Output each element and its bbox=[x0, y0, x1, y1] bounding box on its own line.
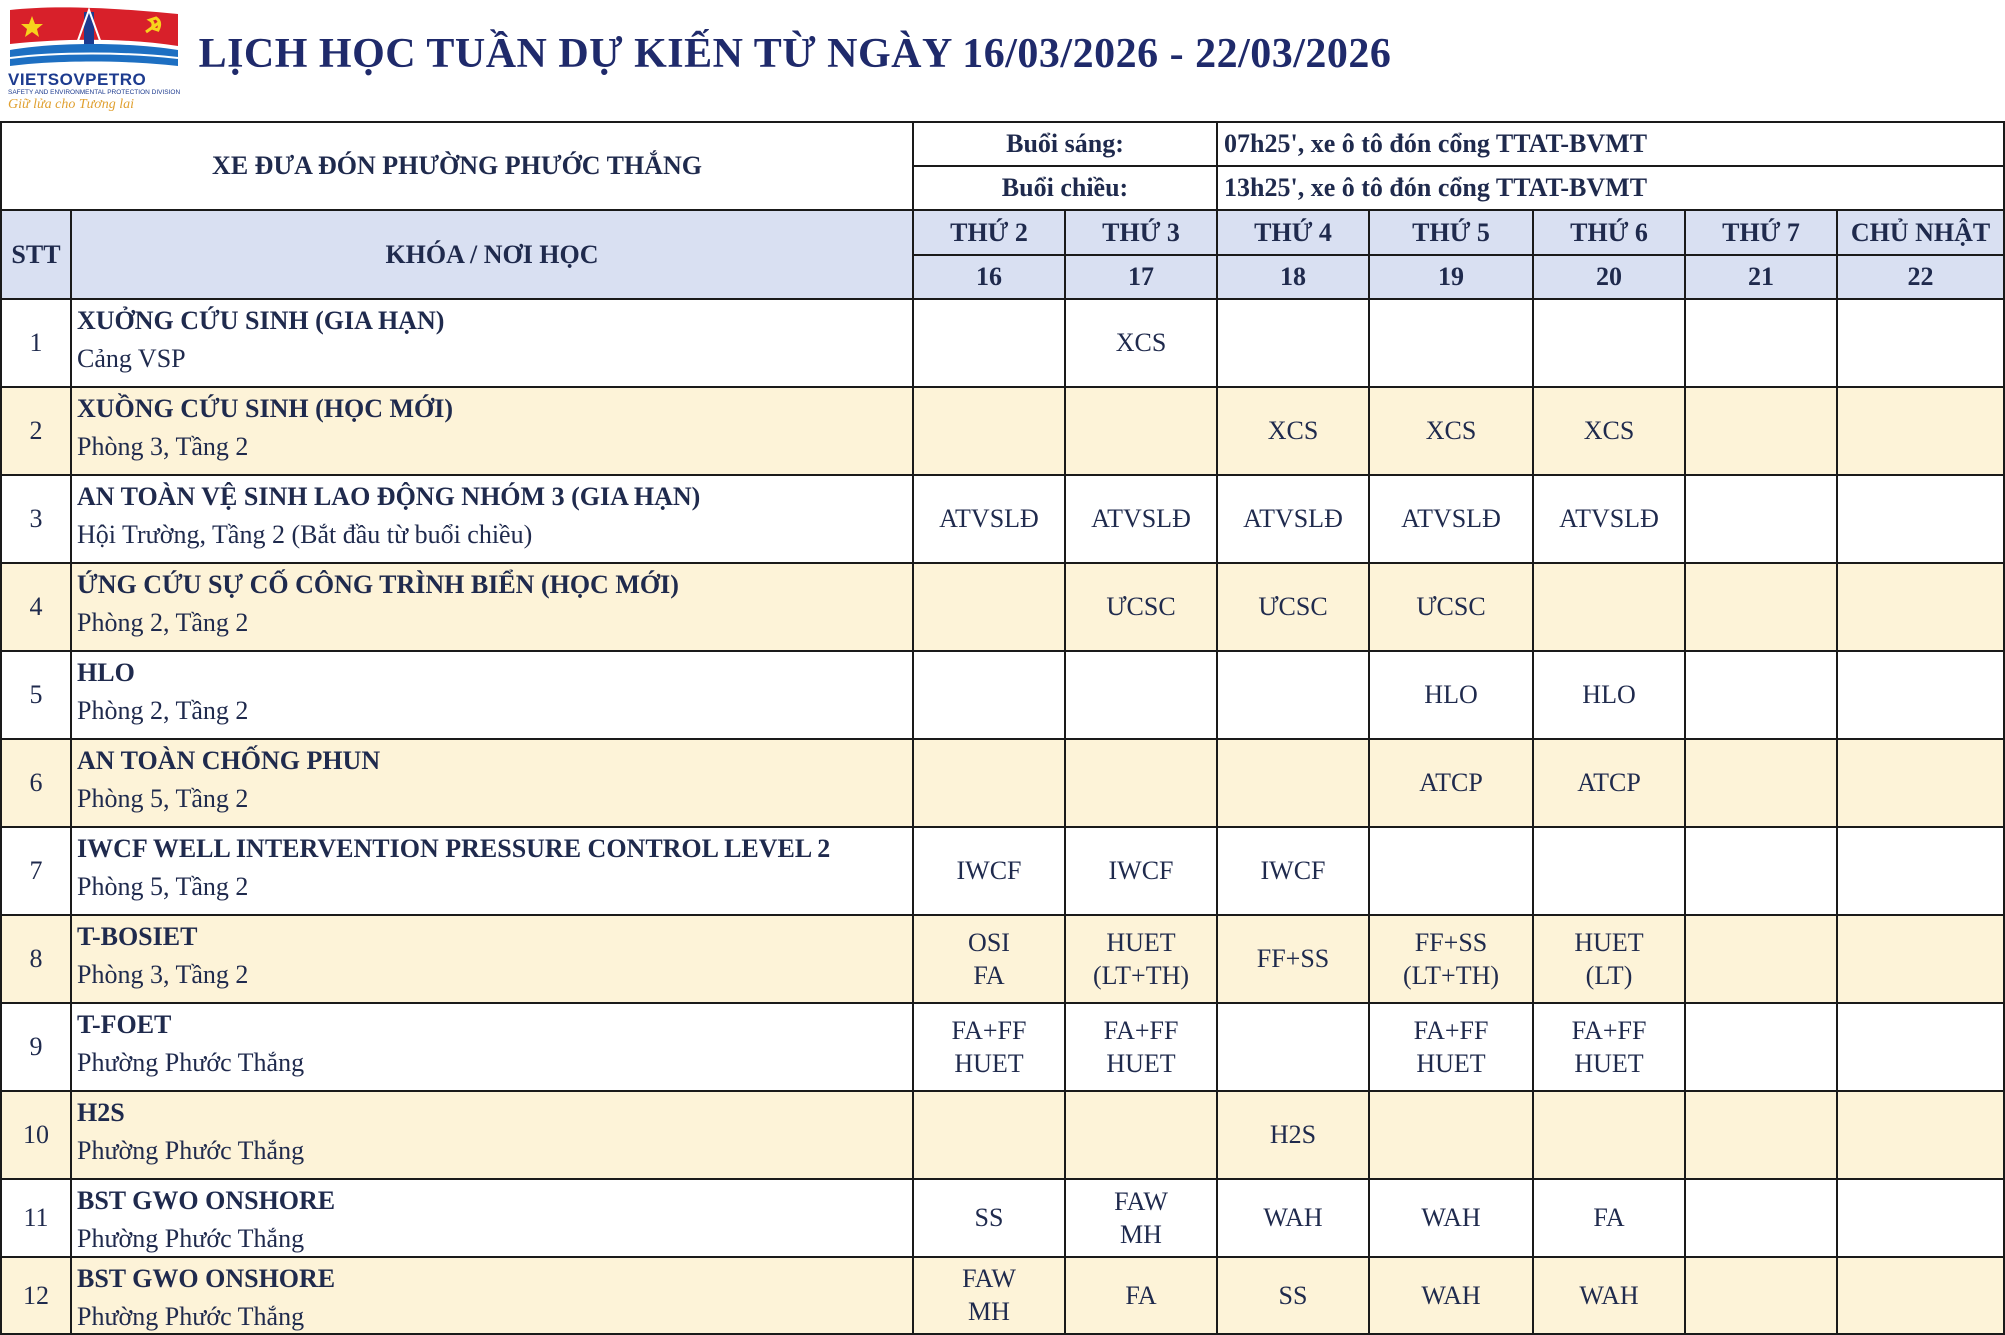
schedule-cell bbox=[1065, 475, 1217, 563]
course-cell bbox=[71, 475, 913, 563]
schedule-cell bbox=[1217, 387, 1369, 475]
schedule-cell bbox=[913, 827, 1065, 915]
table-row bbox=[1, 563, 2004, 651]
schedule-code: FA+FF bbox=[951, 1015, 1027, 1045]
schedule-cell bbox=[1065, 299, 1217, 387]
course-name: AN TOÀN CHỐNG PHUN bbox=[77, 746, 381, 775]
course-name: BST GWO ONSHORE bbox=[77, 1263, 336, 1293]
schedule-code: FA+FF bbox=[1571, 1015, 1647, 1045]
course-name: AN TOÀN VỆ SINH LAO ĐỘNG NHÓM 3 (GIA HẠN) bbox=[77, 482, 701, 511]
day-date-header: 20 bbox=[1533, 255, 1685, 299]
schedule-cell bbox=[1837, 475, 2004, 563]
day-name-header: THỨ 6 bbox=[1533, 210, 1685, 255]
schedule-cell bbox=[1837, 915, 2004, 1003]
schedule-code: MH bbox=[1120, 1219, 1162, 1249]
row-stt: 6 bbox=[1, 739, 71, 827]
schedule-cell bbox=[1837, 1091, 2004, 1179]
schedule-code: ATVSLĐ bbox=[1401, 504, 1501, 534]
schedule-cell bbox=[1533, 475, 1685, 563]
course-location: Phòng 3, Tầng 2 bbox=[77, 432, 249, 462]
course-location: Phường Phước Thắng bbox=[77, 1136, 305, 1166]
schedule-cell bbox=[1065, 1003, 1217, 1091]
schedule-code: WAH bbox=[1579, 1280, 1639, 1310]
schedule-cell bbox=[913, 563, 1065, 651]
schedule-code: ATVSLĐ bbox=[939, 504, 1039, 534]
schedule-code: SS bbox=[974, 1203, 1004, 1233]
schedule-cell bbox=[1533, 827, 1685, 915]
schedule-cell bbox=[1217, 299, 1369, 387]
table-row bbox=[1, 1179, 2004, 1257]
schedule-cell bbox=[1685, 387, 1837, 475]
course-location: Phường Phước Thắng bbox=[77, 1301, 305, 1331]
schedule-cell bbox=[1065, 1091, 1217, 1179]
table-row bbox=[1, 1091, 2004, 1179]
schedule-cell bbox=[1533, 1179, 1685, 1257]
schedule-cell bbox=[1217, 563, 1369, 651]
schedule-cell bbox=[1369, 827, 1533, 915]
schedule-cell bbox=[1369, 1091, 1533, 1179]
schedule-cell bbox=[1369, 1003, 1533, 1091]
row-stt: 2 bbox=[1, 387, 71, 475]
schedule-cell bbox=[1369, 915, 1533, 1003]
schedule-cell bbox=[1533, 651, 1685, 739]
schedule-cell bbox=[1217, 651, 1369, 739]
schedule-code: FA bbox=[1593, 1203, 1625, 1233]
schedule-cell bbox=[1065, 651, 1217, 739]
schedule-cell bbox=[1369, 1179, 1533, 1257]
row-stt: 3 bbox=[1, 475, 71, 563]
schedule-cell bbox=[1065, 563, 1217, 651]
schedule-cell bbox=[1837, 1003, 2004, 1091]
course-name: ỨNG CỨU SỰ CỐ CÔNG TRÌNH BIỂN (HỌC MỚI) bbox=[77, 570, 679, 599]
bus-label: XE ĐƯA ĐÓN PHƯỜNG PHƯỚC THẮNG bbox=[1, 122, 913, 210]
schedule-cell bbox=[913, 299, 1065, 387]
stt-header: STT bbox=[1, 210, 71, 299]
row-stt: 5 bbox=[1, 651, 71, 739]
table-row bbox=[1, 827, 2004, 915]
day-name-header: THỨ 5 bbox=[1369, 210, 1533, 255]
schedule-code: FA+FF bbox=[1413, 1015, 1489, 1045]
schedule-cell bbox=[1685, 651, 1837, 739]
day-name-header: THỨ 4 bbox=[1217, 210, 1369, 255]
schedule-code: FAW bbox=[1114, 1186, 1168, 1216]
schedule-cell bbox=[913, 915, 1065, 1003]
schedule-cell bbox=[1685, 1257, 1837, 1335]
day-name-header: THỨ 3 bbox=[1065, 210, 1217, 255]
row-stt: 11 bbox=[1, 1179, 71, 1257]
course-cell bbox=[71, 651, 913, 739]
schedule-cell bbox=[1837, 827, 2004, 915]
schedule-cell bbox=[1217, 739, 1369, 827]
schedule-cell bbox=[913, 1257, 1065, 1335]
schedule-cell bbox=[1685, 1091, 1837, 1179]
row-stt: 1 bbox=[1, 299, 71, 387]
schedule-cell bbox=[1217, 827, 1369, 915]
schedule-cell bbox=[913, 739, 1065, 827]
course-name: T-FOET bbox=[77, 1010, 172, 1039]
schedule-code: ƯCSC bbox=[1106, 592, 1176, 622]
course-name: HLO bbox=[77, 658, 135, 687]
bus-afternoon-key: Buổi chiều: bbox=[913, 166, 1217, 210]
course-location: Phòng 5, Tầng 2 bbox=[77, 872, 249, 902]
schedule-cell bbox=[1533, 1003, 1685, 1091]
course-location: Phường Phước Thắng bbox=[77, 1224, 305, 1254]
schedule-code: FF+SS bbox=[1256, 944, 1330, 974]
day-date-header: 18 bbox=[1217, 255, 1369, 299]
table-row bbox=[1, 387, 2004, 475]
row-stt: 9 bbox=[1, 1003, 71, 1091]
schedule-cell bbox=[1065, 827, 1217, 915]
table-row bbox=[1, 739, 2004, 827]
schedule-cell bbox=[1217, 915, 1369, 1003]
schedule-cell bbox=[1685, 915, 1837, 1003]
schedule-cell bbox=[1837, 1257, 2004, 1335]
course-cell bbox=[71, 387, 913, 475]
schedule-cell bbox=[1217, 1003, 1369, 1091]
schedule-cell bbox=[913, 651, 1065, 739]
schedule-cell bbox=[1533, 1091, 1685, 1179]
schedule-code: WAH bbox=[1263, 1203, 1323, 1233]
schedule-cell bbox=[1369, 739, 1533, 827]
schedule-cell bbox=[1217, 475, 1369, 563]
schedule-cell bbox=[1685, 739, 1837, 827]
schedule-cell bbox=[1837, 299, 2004, 387]
schedule-code: HLO bbox=[1424, 680, 1478, 710]
row-stt: 8 bbox=[1, 915, 71, 1003]
schedule-cell bbox=[1685, 299, 1837, 387]
schedule-cell bbox=[1837, 387, 2004, 475]
day-name-header: THỨ 7 bbox=[1685, 210, 1837, 255]
bus-morning-value: 07h25', xe ô tô đón cổng TTAT-BVMT bbox=[1217, 122, 2004, 166]
schedule-cell bbox=[1065, 387, 1217, 475]
schedule-cell bbox=[1685, 563, 1837, 651]
schedule-cell bbox=[1065, 1257, 1217, 1335]
logo-slogan-text: Giữ lửa cho Tương lai bbox=[8, 97, 135, 112]
schedule-code: (LT+TH) bbox=[1403, 961, 1500, 990]
bus-row-morning bbox=[1, 122, 2004, 166]
schedule-code: OSI bbox=[968, 927, 1010, 957]
table-row bbox=[1, 651, 2004, 739]
schedule-cell bbox=[1837, 739, 2004, 827]
schedule-code: WAH bbox=[1421, 1203, 1481, 1233]
course-name: H2S bbox=[77, 1098, 125, 1127]
schedule-table bbox=[0, 121, 2005, 1335]
schedule-code: ATCP bbox=[1577, 768, 1641, 798]
schedule-cell bbox=[913, 1091, 1065, 1179]
course-cell bbox=[71, 1003, 913, 1091]
row-stt: 12 bbox=[1, 1257, 71, 1335]
schedule-cell bbox=[1369, 651, 1533, 739]
schedule-cell bbox=[1685, 1179, 1837, 1257]
schedule-code: ƯCSC bbox=[1416, 592, 1486, 622]
course-location: Hội Trường, Tầng 2 (Bắt đầu từ buổi chiều) bbox=[77, 520, 533, 550]
course-name: BST GWO ONSHORE bbox=[77, 1186, 336, 1215]
day-date-header: 21 bbox=[1685, 255, 1837, 299]
course-name: IWCF WELL INTERVENTION PRESSURE CONTROL LEVEL 2 bbox=[77, 834, 831, 863]
schedule-code: ATCP bbox=[1419, 768, 1483, 798]
schedule-cell bbox=[1065, 1179, 1217, 1257]
schedule-code: XCS bbox=[1115, 328, 1167, 358]
course-name: XUỞNG CỨU SINH (GIA HẠN) bbox=[77, 306, 445, 335]
schedule-cell bbox=[1533, 739, 1685, 827]
schedule-cell bbox=[1837, 1179, 2004, 1257]
schedule-code: HUET bbox=[1106, 1049, 1176, 1078]
schedule-code: MH bbox=[968, 1297, 1010, 1327]
course-location: Phòng 2, Tầng 2 bbox=[77, 608, 249, 638]
day-date-header: 16 bbox=[913, 255, 1065, 299]
schedule-cell bbox=[1217, 1179, 1369, 1257]
row-stt: 7 bbox=[1, 827, 71, 915]
course-name: XUỒNG CỨU SINH (HỌC MỚI) bbox=[77, 394, 454, 423]
schedule-code: IWCF bbox=[956, 856, 1022, 886]
schedule-code: H2S bbox=[1269, 1120, 1317, 1150]
course-name: T-BOSIET bbox=[77, 922, 198, 951]
day-date-header: 22 bbox=[1837, 255, 2004, 299]
course-location: Phòng 2, Tầng 2 bbox=[77, 696, 249, 726]
schedule-cell bbox=[1533, 563, 1685, 651]
header-row-days bbox=[1, 210, 2004, 255]
schedule-cell bbox=[1533, 299, 1685, 387]
schedule-cell bbox=[1369, 1257, 1533, 1335]
schedule-code: FF+SS bbox=[1414, 927, 1488, 957]
schedule-cell bbox=[1065, 739, 1217, 827]
schedule-cell bbox=[1217, 1257, 1369, 1335]
schedule-cell bbox=[913, 1003, 1065, 1091]
day-date-header: 19 bbox=[1369, 255, 1533, 299]
day-date-header: 17 bbox=[1065, 255, 1217, 299]
course-location: Phòng 3, Tầng 2 bbox=[77, 960, 249, 990]
bus-morning-key: Buổi sáng: bbox=[913, 122, 1217, 166]
day-name-header: CHỦ NHẬT bbox=[1837, 210, 2004, 255]
schedule-cell bbox=[913, 387, 1065, 475]
schedule-cell bbox=[1369, 387, 1533, 475]
schedule-code: FA bbox=[973, 961, 1005, 990]
table-row bbox=[1, 1003, 2004, 1091]
schedule-code: WAH bbox=[1421, 1280, 1481, 1310]
course-cell bbox=[71, 1257, 913, 1335]
schedule-code: HUET bbox=[1574, 927, 1644, 957]
course-cell bbox=[71, 739, 913, 827]
schedule-code: HUET bbox=[1574, 1049, 1644, 1078]
schedule-cell bbox=[1533, 915, 1685, 1003]
schedule-code: XCS bbox=[1267, 416, 1319, 446]
schedule-code: HUET bbox=[1416, 1049, 1486, 1078]
table-row bbox=[1, 1257, 2004, 1335]
schedule-cell bbox=[1685, 1003, 1837, 1091]
schedule-code: ATVSLĐ bbox=[1091, 504, 1191, 534]
schedule-code: (LT) bbox=[1585, 961, 1633, 990]
schedule-code: HLO bbox=[1582, 680, 1636, 710]
schedule-code: ƯCSC bbox=[1258, 592, 1328, 622]
schedule-code: XCS bbox=[1425, 416, 1477, 446]
table-row bbox=[1, 299, 2004, 387]
logo-division-text: SAFETY AND ENVIRONMENTAL PROTECTION DIVISION bbox=[8, 89, 181, 96]
schedule-cell bbox=[1837, 651, 2004, 739]
schedule-cell bbox=[1685, 827, 1837, 915]
course-cell bbox=[71, 1091, 913, 1179]
table-row bbox=[1, 915, 2004, 1003]
schedule-cell bbox=[913, 1179, 1065, 1257]
row-stt: 10 bbox=[1, 1091, 71, 1179]
schedule-cell bbox=[1369, 299, 1533, 387]
schedule-code: ATVSLĐ bbox=[1243, 504, 1343, 534]
schedule-cell bbox=[1837, 563, 2004, 651]
logo-brand-text: VIETSOVPETRO bbox=[8, 70, 147, 89]
schedule-cell bbox=[913, 475, 1065, 563]
schedule-cell bbox=[1065, 915, 1217, 1003]
course-location: Phòng 5, Tầng 2 bbox=[77, 784, 249, 814]
course-cell bbox=[71, 299, 913, 387]
schedule-code: FA bbox=[1125, 1280, 1157, 1310]
course-cell bbox=[71, 563, 913, 651]
schedule-cell bbox=[1217, 1091, 1369, 1179]
course-location: Cảng VSP bbox=[77, 344, 186, 374]
course-cell bbox=[71, 915, 913, 1003]
schedule-cell bbox=[1685, 475, 1837, 563]
page-title: LỊCH HỌC TUẦN DỰ KIẾN TỪ NGÀY 16/03/2026 - 22/03/2026 bbox=[198, 31, 1392, 77]
course-cell bbox=[71, 1179, 913, 1257]
course-cell bbox=[71, 827, 913, 915]
bus-afternoon-value: 13h25', xe ô tô đón cổng TTAT-BVMT bbox=[1217, 166, 2004, 210]
course-header: KHÓA / NƠI HỌC bbox=[71, 210, 913, 299]
schedule-code: HUET bbox=[954, 1049, 1024, 1078]
schedule-code: FA+FF bbox=[1103, 1015, 1179, 1045]
schedule-code: ATVSLĐ bbox=[1559, 504, 1659, 534]
schedule-code: IWCF bbox=[1260, 856, 1326, 886]
schedule-code: HUET bbox=[1106, 927, 1176, 957]
course-location: Phường Phước Thắng bbox=[77, 1048, 305, 1078]
row-stt: 4 bbox=[1, 563, 71, 651]
schedule-code: XCS bbox=[1583, 416, 1635, 446]
schedule-cell bbox=[1369, 563, 1533, 651]
schedule-cell bbox=[1369, 475, 1533, 563]
schedule-code: SS bbox=[1278, 1280, 1308, 1310]
table-row bbox=[1, 475, 2004, 563]
schedule-code: IWCF bbox=[1108, 856, 1174, 886]
schedule-code: (LT+TH) bbox=[1093, 961, 1190, 990]
day-name-header: THỨ 2 bbox=[913, 210, 1065, 255]
schedule-cell bbox=[1533, 1257, 1685, 1335]
schedule-cell bbox=[1533, 387, 1685, 475]
schedule-code: FAW bbox=[962, 1264, 1016, 1294]
